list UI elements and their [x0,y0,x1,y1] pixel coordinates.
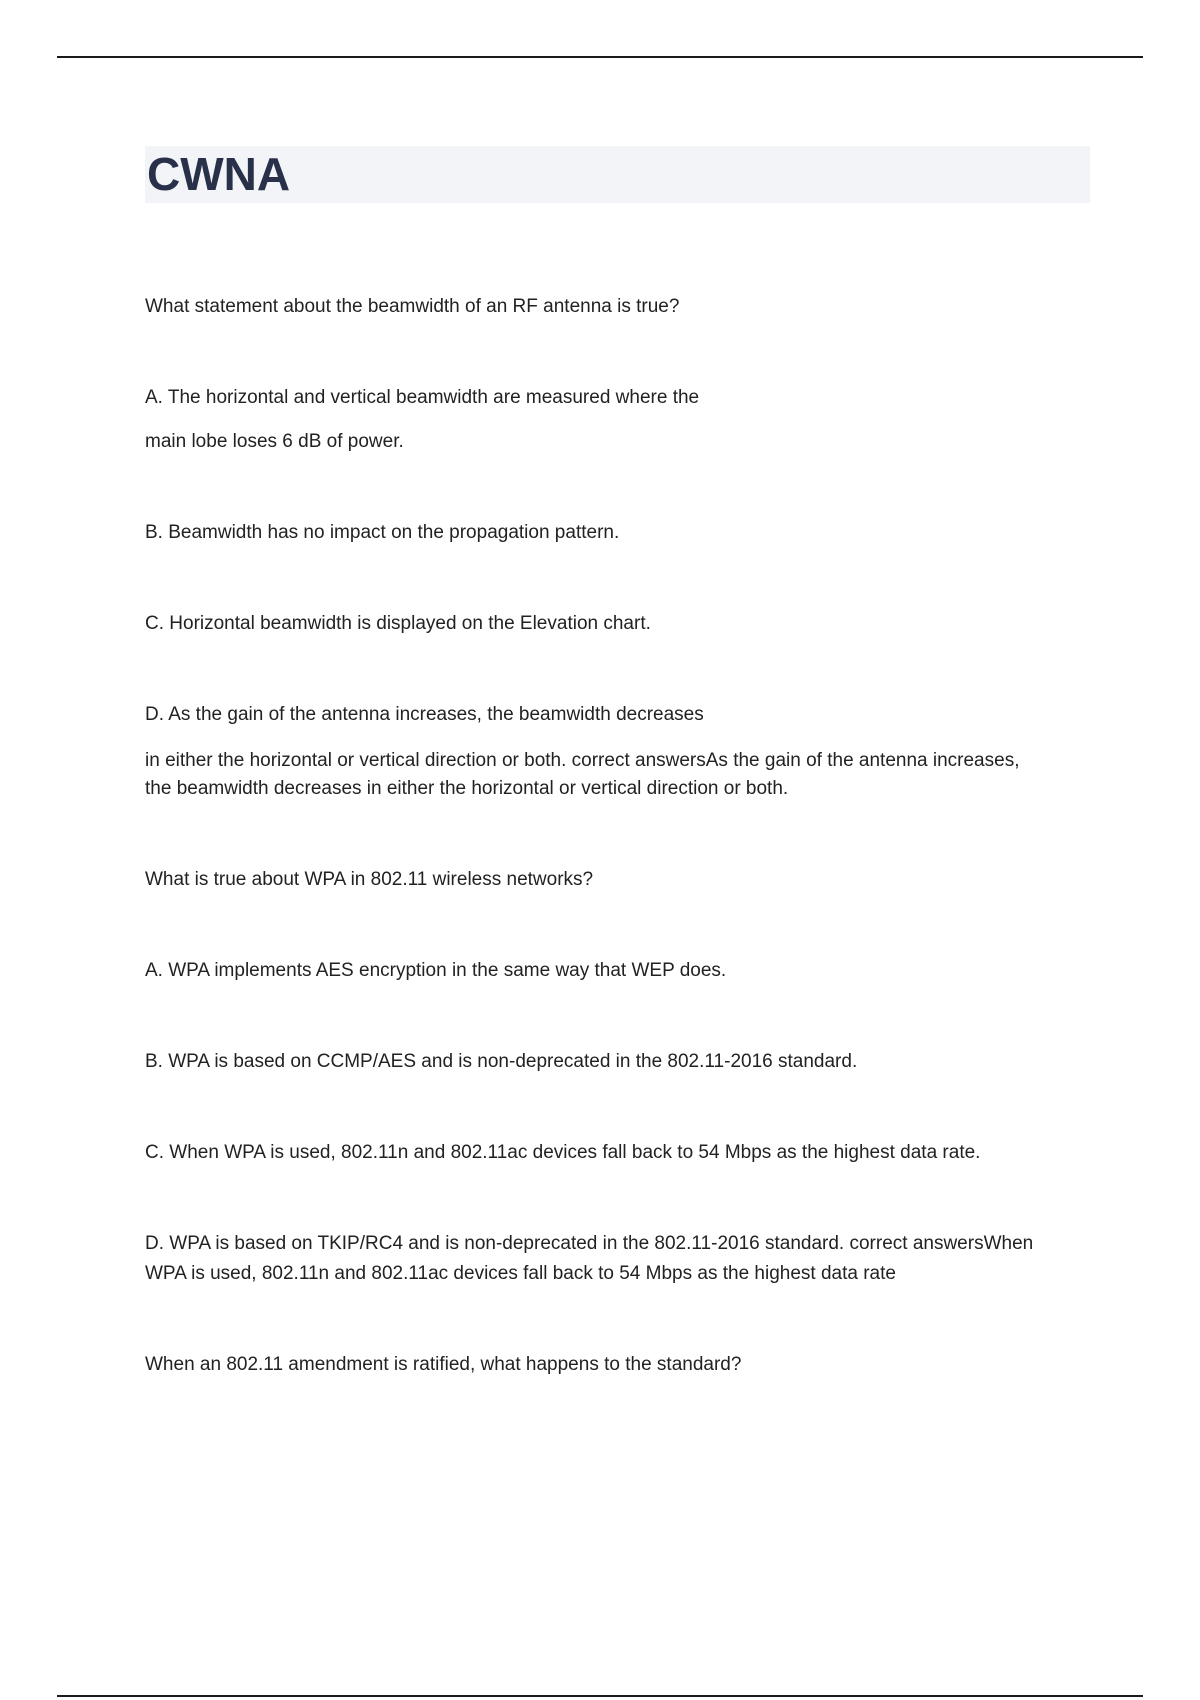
question-1-option-a-cont: main lobe loses 6 dB of power. [145,431,404,452]
question-2-answer-cont: WPA is used, 802.11n and 802.11ac devices fall back to 54 Mbps as the highest data rate [145,1263,896,1284]
question-1-answer: in either the horizontal or vertical direction or both. correct answersAs the gain of the antenna increases, [145,750,1020,771]
top-rule [57,56,1143,58]
question-1: What statement about the beamwidth of an RF antenna is true? [145,296,680,317]
bottom-rule [57,1695,1143,1697]
question-3: When an 802.11 amendment is ratified, what happens to the standard? [145,1354,742,1375]
question-1-option-d: D. As the gain of the antenna increases, the beamwidth decreases [145,704,704,725]
question-2-option-b: B. WPA is based on CCMP/AES and is non-deprecated in the 802.11-2016 standard. [145,1051,858,1072]
question-1-option-c: C. Horizontal beamwidth is displayed on the Elevation chart. [145,613,651,634]
question-2-option-c: C. When WPA is used, 802.11n and 802.11ac devices fall back to 54 Mbps as the highest data rate. [145,1142,981,1163]
page-title: CWNA [147,148,291,200]
question-2: What is true about WPA in 802.11 wireless networks? [145,869,594,890]
question-1-option-b: B. Beamwidth has no impact on the propagation pattern. [145,522,620,543]
question-2-option-a: A. WPA implements AES encryption in the same way that WEP does. [145,960,727,981]
question-2-option-d: D. WPA is based on TKIP/RC4 and is non-deprecated in the 802.11-2016 standard. correct answersWhen [145,1233,1034,1254]
question-1-answer-cont: the beamwidth decreases in either the horizontal or vertical direction or both. [145,778,789,799]
question-1-option-a: A. The horizontal and vertical beamwidth are measured where the [145,387,700,408]
